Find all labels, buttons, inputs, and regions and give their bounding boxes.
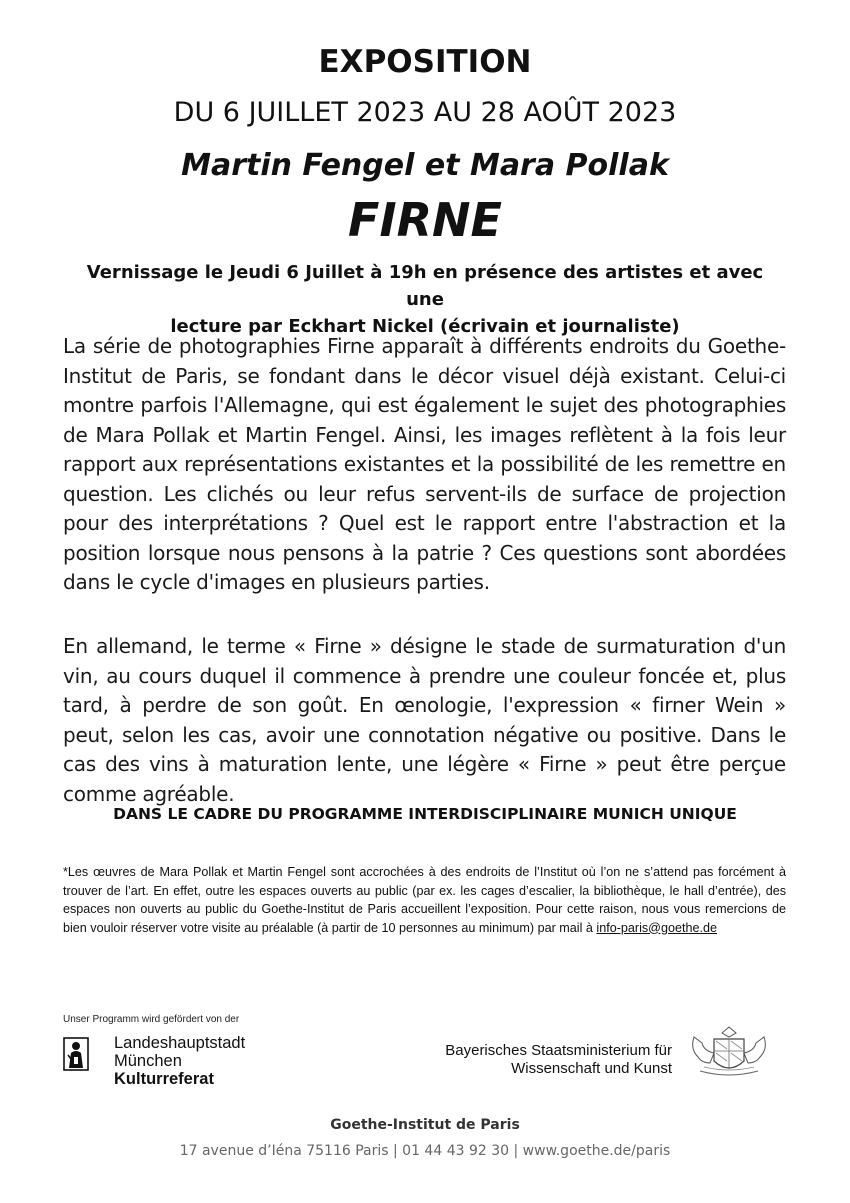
exhibition-dates: DU 6 JUILLET 2023 AU 28 AOÛT 2023	[173, 97, 677, 128]
vernissage-line-1: Vernissage le Jeudi 6 Juillet à 19h en présence des artistes et avec une	[86, 262, 764, 310]
footnote-text: *Les œuvres de Mara Pollak et Martin Fengel sont accrochées à des endroits de l’Institut où l’on ne s’attend pas forcément à trouver de l’art. En effet, outre les espaces ouverts au public (par ex. les cages d’escalier, la bibliothèque, le hall d’entrée), des espaces non ouverts au public du Goethe-Institut de Paris accueillent l’exposition. Pour cette raison, nous vous remercions de bien vouloir réserver votre visite au préalable (à partir de 10 personnes au minimum) par mail à	[63, 865, 786, 935]
body-paragraph-2: En allemand, le terme « Firne » désigne le stade de surmaturation d'un vin, au cours duquel il commence à prendre une couleur foncée et, plus tard, à perdre de son goût. En œnologie, l'expression « firner Wein » peut, selon les cas, avoir une connotation négative ou positive. Dans le cas des vins à maturation lente, une légère « Firne » peut être perçue comme agréable.	[63, 634, 786, 806]
munich-line-1: Landeshauptstadt	[114, 1034, 246, 1052]
institute-address: 17 avenue d’Iéna 75116 Paris | 01 44 43 92 30 | www.goethe.de/paris	[179, 1143, 671, 1159]
munich-line-3: Kulturreferat	[114, 1070, 214, 1088]
munich-line-2: München	[114, 1052, 182, 1070]
contact-email-link[interactable]: info-paris@goethe.de	[596, 920, 717, 935]
footnote	[63, 863, 786, 937]
exhibition-title: FIRNE	[348, 193, 502, 247]
munich-monk-emblem-icon	[63, 1037, 89, 1071]
ministry-sponsor-text	[390, 1042, 672, 1078]
vernissage-info	[80, 259, 770, 340]
institute-name: Goethe-Institut de Paris	[330, 1117, 520, 1133]
bavarian-coat-of-arms-icon	[686, 1023, 772, 1079]
munich-sponsor-text	[114, 1034, 245, 1088]
supporter-note: Unser Programm wird gefördert von der	[63, 1014, 240, 1025]
body-paragraph-1: La série de photographies Firne apparaît à différents endroits du Goethe-Institut de Paris, se fondant dans le décor visuel déjà existant. Celui-ci montre parfois l'Allemagne, qui est également le sujet des photographies de Mara Pollak et Martin Fengel. Ainsi, les images reflètent à la fois leur rapport aux représentations existantes et la possibilité de les remettre en question. Les clichés ou leur refus servent-ils de surface de projection pour des interprétations ? Quel est le rapport entre l'abstraction et la position lorsque nous pensons à la patrie ? Ces questions sont abordées dans le cycle d'images en plusieurs parties.	[63, 334, 786, 594]
exhibition-kicker: EXPOSITION	[318, 44, 532, 80]
vernissage-line-2: lecture par Eckhart Nickel (écrivain et journaliste)	[170, 316, 680, 337]
ministry-line-2: Wissenschaft und Kunst	[511, 1060, 672, 1077]
artists-names: Martin Fengel et Mara Pollak	[181, 148, 669, 183]
ministry-line-1: Bayerisches Staatsministerium für	[445, 1042, 672, 1059]
program-banner: DANS LE CADRE DU PROGRAMME INTERDISCIPLINAIRE MUNICH UNIQUE	[113, 805, 737, 823]
